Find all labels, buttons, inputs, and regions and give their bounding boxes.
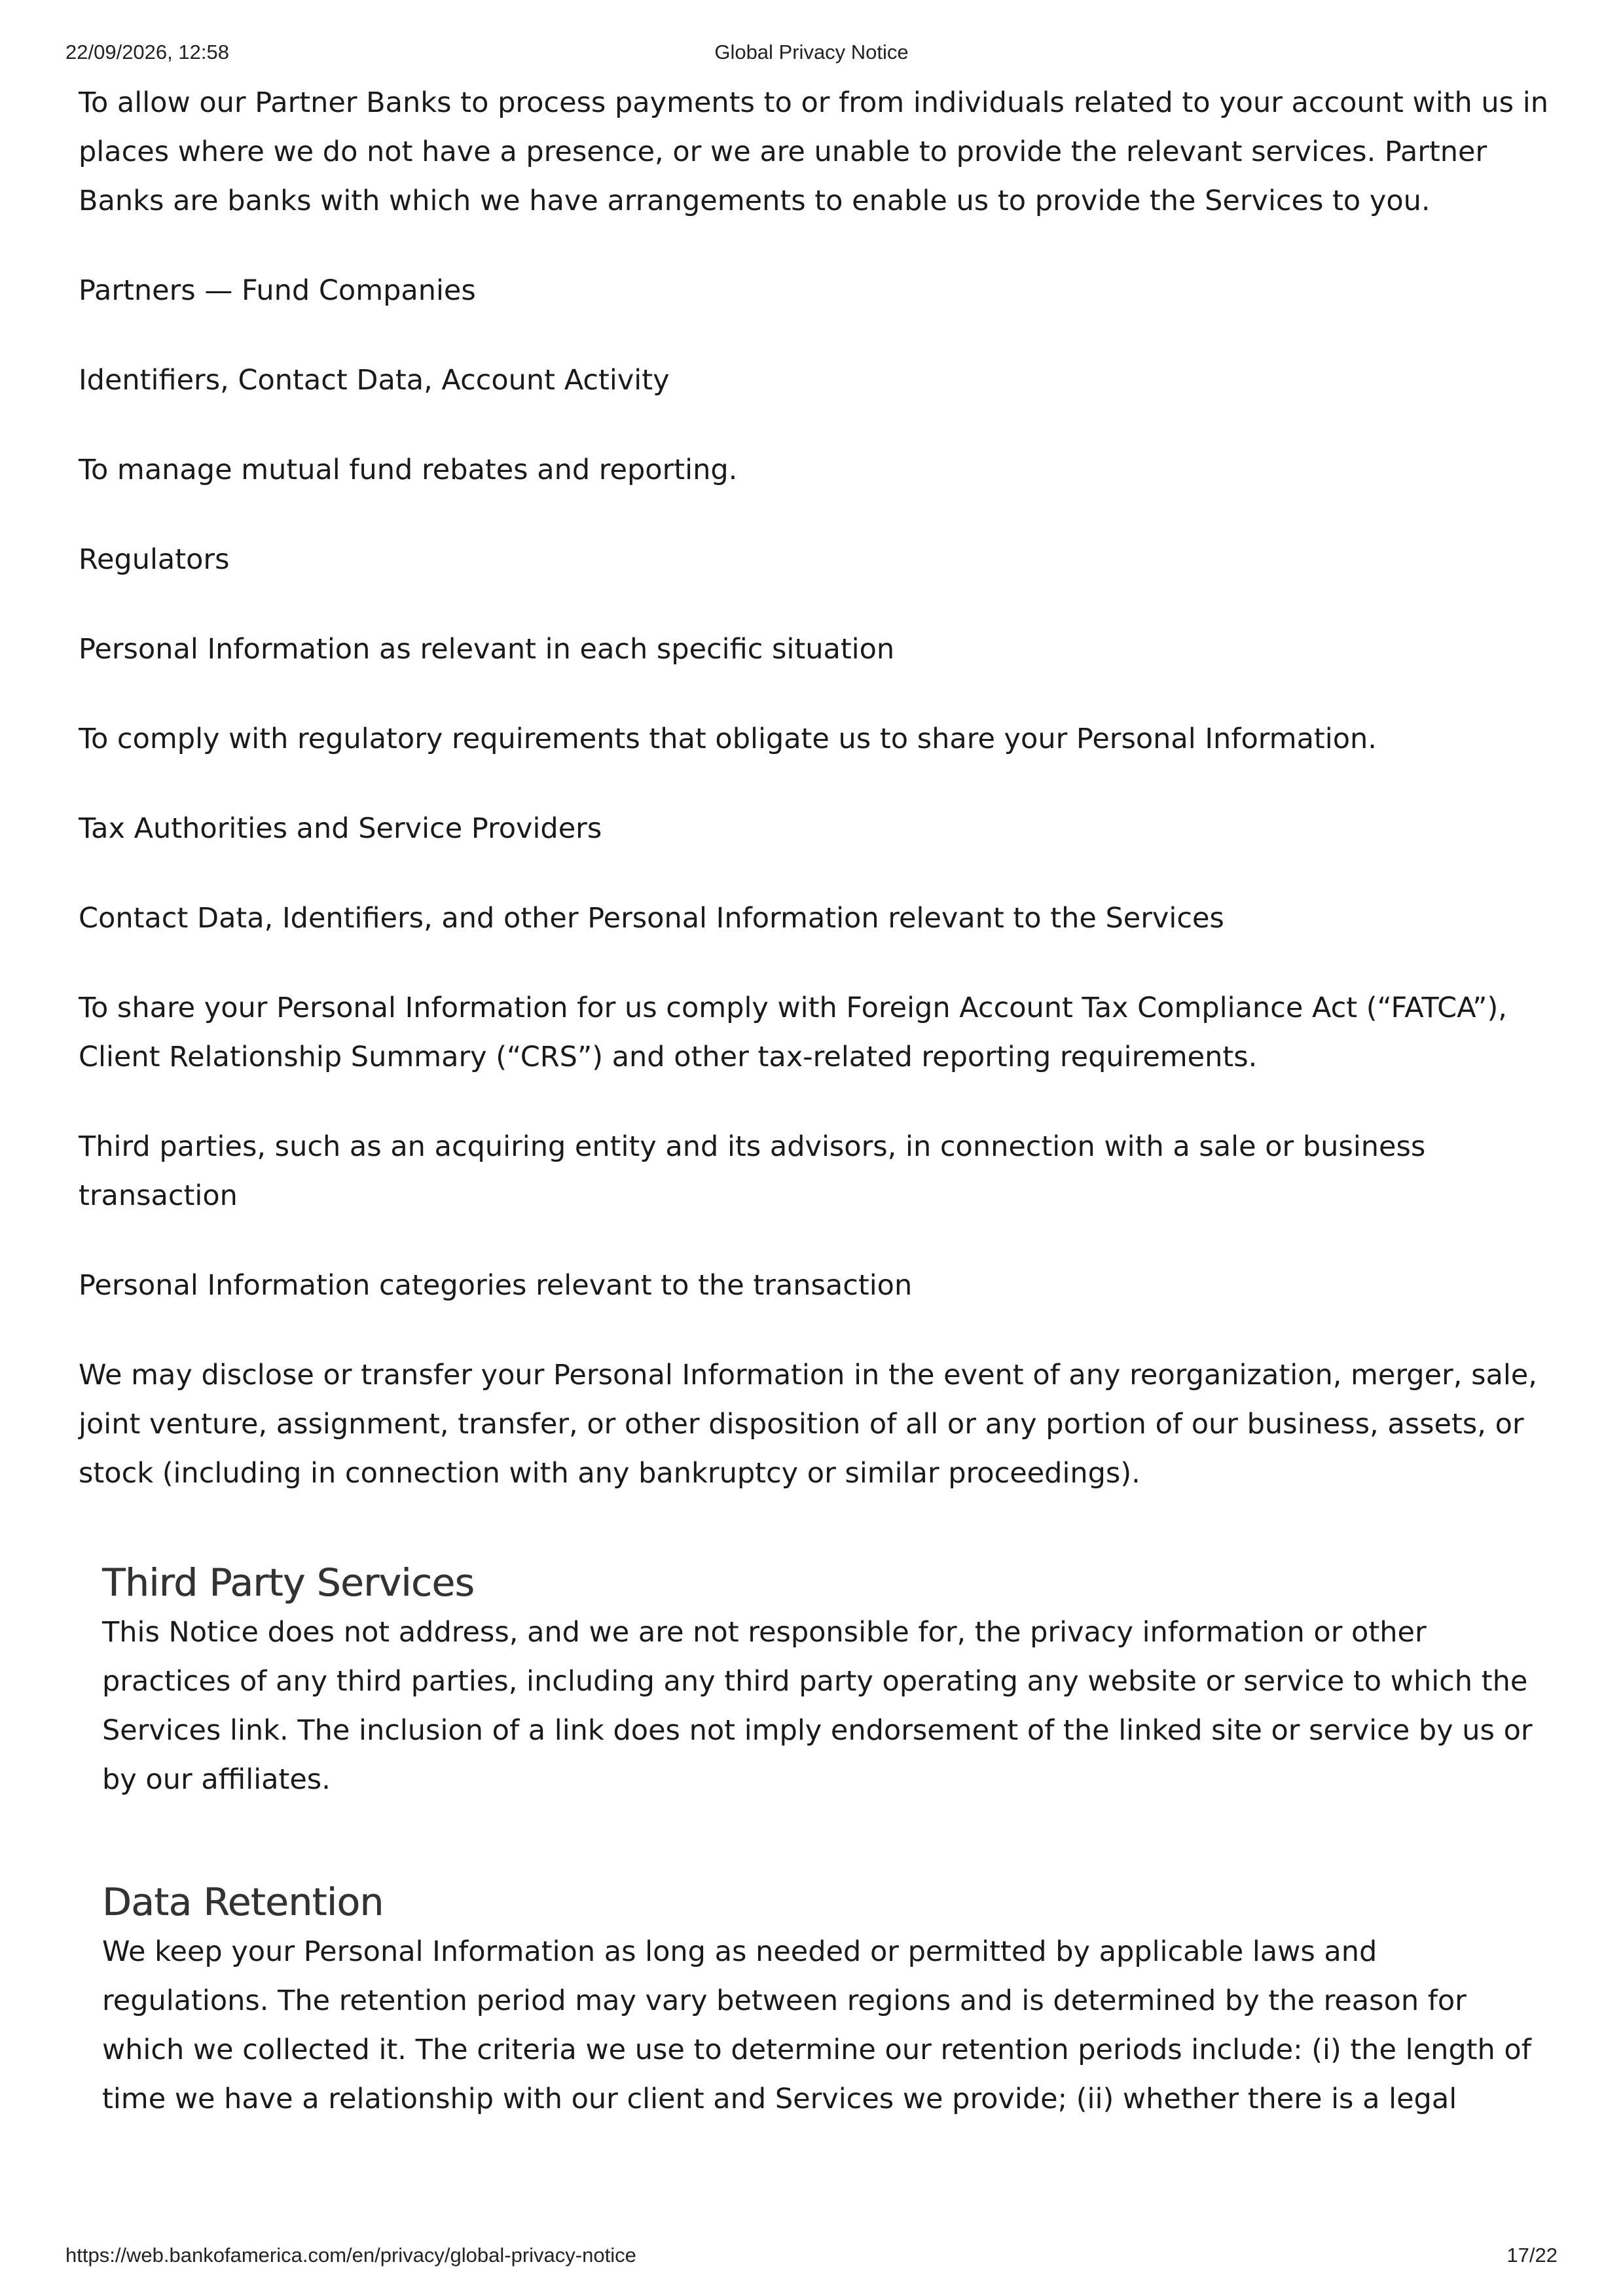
document-content xyxy=(79,79,1552,2124)
paragraph-tax-authorities: Tax Authorities and Service Providers xyxy=(79,812,602,845)
section-body-third-party-services: This Notice does not address, and we are not responsible for, the privacy information or other practices of any third parties, including any third party operating any website or service to which the Services link. The inclusion of a link does not imply endorsement of the linked site or service by us or by our affiliates. xyxy=(102,1616,1533,1796)
paragraph-fund-companies: Partners — Fund Companies xyxy=(79,274,476,307)
paragraph-third-parties-transaction: Third parties, such as an acquiring entity and its advisors, in connection with a sale or business transaction xyxy=(79,1130,1426,1212)
paragraph-tax-authorities-data: Contact Data, Identifiers, and other Personal Information relevant to the Services xyxy=(79,902,1224,935)
paragraph-transaction-purpose: We may disclose or transfer your Personal Information in the event of any reorganization, merger, sale, joint venture, assignment, transfer, or other disposition of all or any portion of our business, assets, or stock (including in connection with any bankruptcy or similar proceedings). xyxy=(79,1359,1537,1490)
page-number: 17/22 xyxy=(1506,2244,1558,2267)
section-data-retention xyxy=(102,1876,1552,2124)
paragraph-fund-companies-purpose: To manage mutual fund rebates and reporting. xyxy=(79,454,738,486)
print-url: https://web.bankofamerica.com/en/privacy/global-privacy-notice xyxy=(65,2244,636,2267)
print-header xyxy=(65,41,1558,69)
section-body-data-retention: We keep your Personal Information as long as needed or permitted by applicable laws and regulations. The retention period may vary between regions and is determined by the reason for which we collected it. The criteria we use to determine our retention periods include: (i) the length of time we have a relationship with our client and Services we provide; (ii) whether there is a legal xyxy=(102,1935,1531,2115)
print-timestamp: 22/09/2026, 12:58 xyxy=(65,41,229,63)
paragraph-regulators: Regulators xyxy=(79,543,230,576)
section-heading-third-party-services: Third Party Services xyxy=(102,1560,475,1605)
paragraph-tax-authorities-purpose: To share your Personal Information for us comply with Foreign Account Tax Compliance Act (“FATCA”), Client Relationship Summary (“CRS”) and other tax-related reporting requirements. xyxy=(79,992,1507,1073)
paragraph-partner-banks-purpose: To allow our Partner Banks to process payments to or from individuals related to your account with us in places where we do not have a presence, or we are unable to provide the relevant services. Partner Banks are banks with which we have arrangements to enable us to provide the Services to you. xyxy=(79,86,1548,217)
paragraph-transaction-data: Personal Information categories relevant to the transaction xyxy=(79,1269,913,1302)
section-third-party-services xyxy=(102,1557,1552,1804)
section-heading-data-retention: Data Retention xyxy=(102,1880,384,1924)
paragraph-fund-companies-data: Identifiers, Contact Data, Account Activity xyxy=(79,364,670,397)
print-page-title: Global Privacy Notice xyxy=(714,41,909,63)
paragraph-regulators-data: Personal Information as relevant in each specific situation xyxy=(79,633,895,666)
print-footer xyxy=(65,2244,1558,2272)
paragraph-regulators-purpose: To comply with regulatory requirements that obligate us to share your Personal Information. xyxy=(79,723,1377,755)
